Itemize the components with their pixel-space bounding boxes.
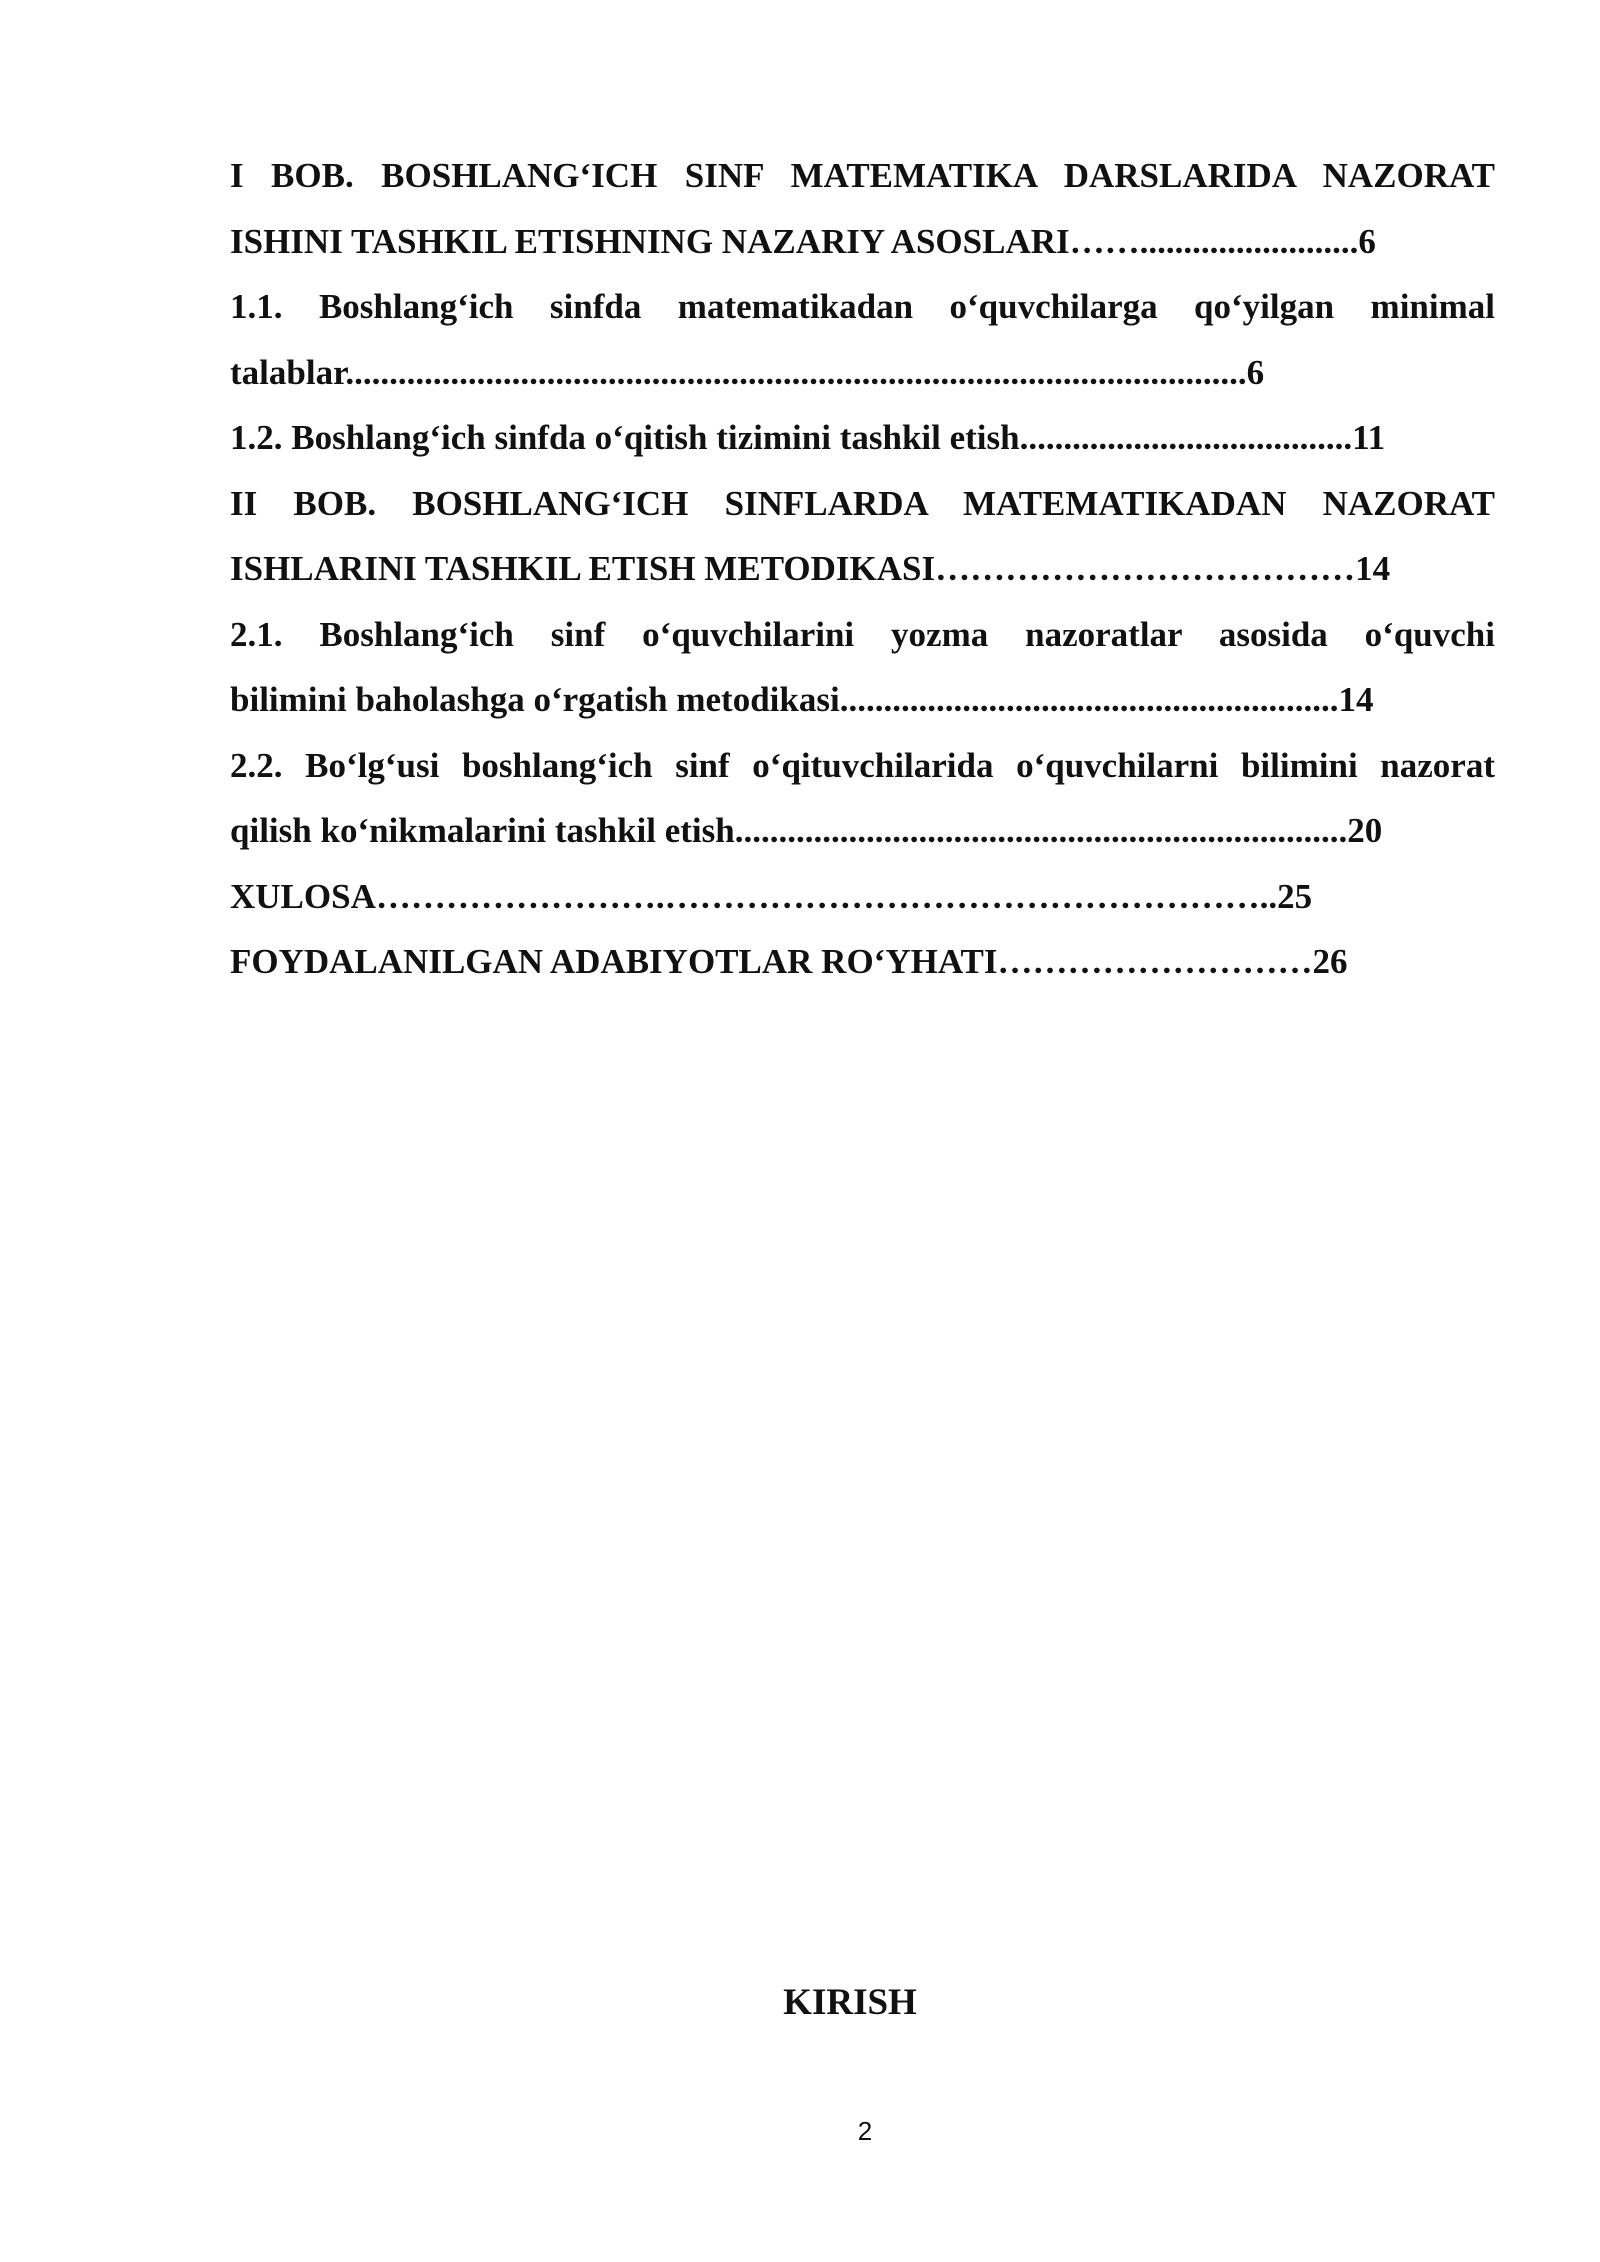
table-of-contents (230, 143, 1495, 995)
toc-section-2-2-line-2[interactable]: qilish ko‘nikmalarini tashkil etish......................................................................20 (230, 811, 1383, 850)
toc-references[interactable]: FOYDALANILGAN ADABIYOTLAR RO‘YHATI………………………26 (230, 942, 1348, 981)
toc-chapter-2-title-line-2[interactable]: ISHLARINI TASHKIL ETISH METODIKASI………………………………14 (230, 549, 1391, 588)
toc-section-2-1-line-1[interactable]: 2.1. Boshlang‘ich sinf o‘quvchilarini yozma nazoratlar asosida o‘quvchi (230, 614, 1495, 654)
toc-chapter-1-title-line-2[interactable]: ISHINI TASHKIL ETISHNING NAZARIY ASOSLARI…….........................6 (230, 221, 1376, 261)
page-number: 2 (857, 2116, 873, 2146)
toc-section-2-2-line-1[interactable]: 2.2. Bo‘lg‘usi boshlang‘ich sinf o‘qituvchilarida o‘quvchilarni bilimini nazorat (230, 745, 1495, 785)
section-heading-introduction: KIRISH (783, 1982, 917, 2023)
toc-conclusion[interactable]: XULOSA…………………….……………………………………………..25 (230, 876, 1313, 916)
toc-section-1-2[interactable]: 1.2. Boshlang‘ich sinfda o‘qitish tizimini tashkil etish......................................11 (230, 418, 1386, 457)
toc-chapter-2-title-line-1[interactable]: II BOB. BOSHLANG‘ICH SINFLARDA MATEMATIKADAN NAZORAT (230, 483, 1495, 523)
toc-section-1-1-line-2[interactable]: talablar.......................................................................................................6 (230, 352, 1265, 392)
toc-section-2-1-line-2[interactable]: bilimini baholashga o‘rgatish metodikasi.........................................................14 (230, 680, 1374, 719)
toc-section-1-1-line-1[interactable]: 1.1. Boshlang‘ich sinfda matematikadan o‘quvchilarga qo‘yilgan minimal (230, 287, 1495, 326)
toc-chapter-1-title-line-1[interactable]: I BOB. BOSHLANG‘ICH SINF MATEMATIKA DARSLARIDA NAZORAT (230, 156, 1495, 195)
